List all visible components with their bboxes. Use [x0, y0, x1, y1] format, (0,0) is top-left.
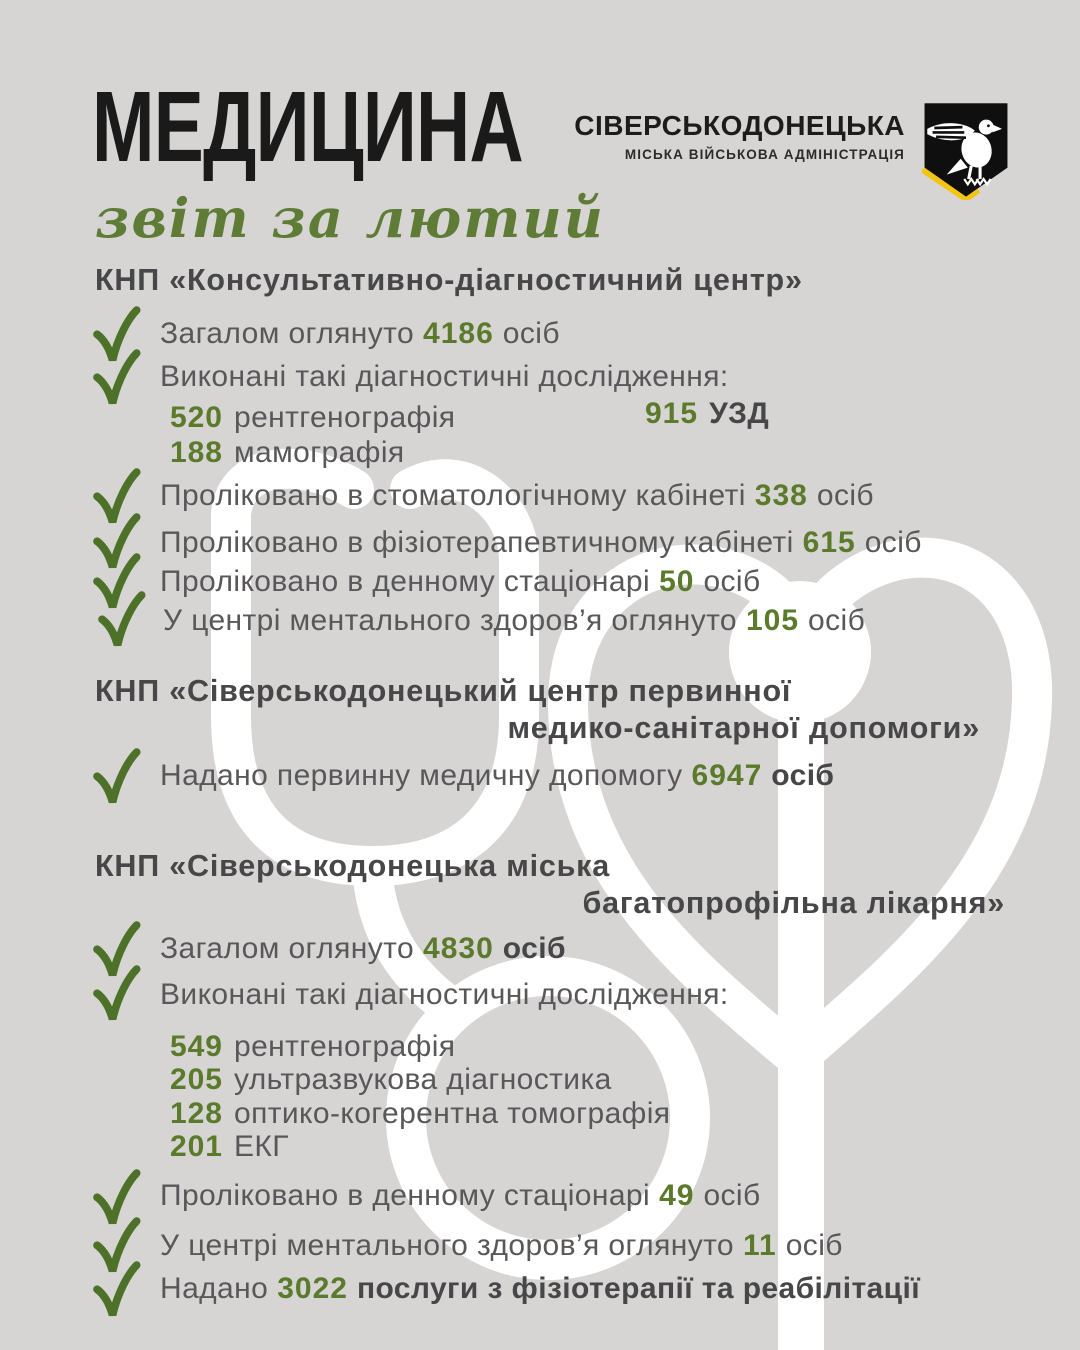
- checkmark-icon: [90, 747, 142, 809]
- stat-row: [163, 604, 865, 638]
- diagnostic-row: [95, 1063, 612, 1097]
- diagnostic-label: рентгенографія: [234, 1030, 456, 1063]
- diagnostic-row: [95, 1130, 289, 1164]
- stat-unit: осіб: [703, 1179, 761, 1212]
- stat-row: [160, 479, 874, 513]
- page-title: МЕДИЦИНА: [92, 71, 523, 183]
- checkmark-icon: [90, 1260, 142, 1322]
- stat-row: [160, 1272, 920, 1306]
- diagnostic-value: 128: [169, 1097, 223, 1130]
- stat-row: [160, 1229, 843, 1263]
- organization-descriptor: МІСЬКА ВІЙСЬКОВА АДМІНІСТРАЦІЯ: [624, 147, 905, 162]
- diagnostic-label: мамографія: [234, 436, 405, 469]
- diagnostic-row: [645, 397, 769, 431]
- stat-row: [160, 1179, 761, 1213]
- diagnostic-label: ЕКГ: [234, 1130, 289, 1163]
- stat-row: [160, 360, 729, 394]
- stat-value: 338: [754, 479, 808, 512]
- diagnostic-value: 915: [645, 397, 699, 430]
- stat-text: Виконані такі діагностичні дослідження:: [160, 360, 729, 393]
- diagnostic-row: [95, 1030, 455, 1064]
- stat-row: [160, 932, 566, 966]
- stat-text: Загалом оглянуто: [160, 317, 415, 350]
- diagnostic-label: оптико-когерентна томографія: [234, 1097, 671, 1130]
- diagnostic-value: 205: [169, 1063, 223, 1096]
- section-heading: КНП «Сіверськодонецький центр первинної: [95, 674, 792, 708]
- stat-text: Надано первинну медичну допомогу: [160, 759, 683, 792]
- dove-shield-emblem-icon: [922, 100, 1010, 200]
- stat-text: У центрі ментального здоров’я оглянуто: [160, 1229, 734, 1262]
- stat-text: Надано: [160, 1272, 269, 1305]
- stat-unit: осіб: [502, 932, 566, 965]
- diagnostic-value: 520: [169, 401, 223, 434]
- diagnostic-value: 201: [169, 1130, 223, 1163]
- diagnostic-label: ультразвукова діагностика: [234, 1063, 612, 1096]
- stat-unit: осіб: [816, 479, 874, 512]
- stat-row: [160, 759, 834, 793]
- stat-row: [160, 317, 560, 351]
- stat-value: 4830: [423, 932, 494, 965]
- stat-text: Загалом оглянуто: [160, 932, 415, 965]
- stat-text: Виконані такі діагностичні дослідження:: [160, 978, 729, 1011]
- diagnostic-row: [95, 1097, 670, 1131]
- stat-row: [160, 565, 761, 599]
- section-heading-line2: медико-санітарної допомоги»: [507, 711, 980, 745]
- section-heading: КНП «Консультативно-діагностичний центр»: [95, 263, 803, 297]
- checkmark-icon: [95, 590, 147, 652]
- stat-value: 11: [742, 1229, 777, 1262]
- stat-unit: осіб: [771, 759, 835, 792]
- diagnostic-label: рентгенографія: [234, 401, 456, 434]
- stat-unit: осіб: [808, 604, 866, 637]
- stat-value: 6947: [691, 759, 763, 792]
- stat-text: Проліковано в денному стаціонарі: [160, 565, 651, 598]
- diagnostic-label: УЗД: [709, 397, 770, 430]
- diagnostic-value: 188: [169, 436, 223, 469]
- stat-value: 105: [745, 604, 800, 637]
- report-period-label: звіт за лютий: [95, 186, 605, 250]
- stat-text: Проліковано в фізіотерапевтичному кабінеті: [160, 526, 794, 559]
- stat-value: 4186: [423, 317, 494, 350]
- section-heading-line2: багатопрофільна лікарня»: [582, 886, 1005, 920]
- stat-unit: осіб: [785, 1229, 843, 1262]
- stat-text: Проліковано в денному стаціонарі: [160, 1179, 651, 1212]
- organization-name: СІВЕРСЬКОДОНЕЦЬКА: [574, 110, 905, 141]
- section-heading: КНП «Сіверськодонецька міська: [95, 849, 610, 883]
- stat-value: 615: [802, 526, 856, 559]
- diagnostic-row: [95, 436, 405, 470]
- stat-value: 3022: [277, 1272, 348, 1305]
- stat-value: 50: [659, 565, 695, 598]
- stat-row: [160, 978, 729, 1012]
- stat-text: Проліковано в стоматологічному кабінеті: [160, 479, 746, 512]
- checkmark-icon: [90, 964, 142, 1026]
- stat-text: У центрі ментального здоров’я оглянуто: [163, 604, 737, 637]
- stat-unit: послуги з фізіотерапії та реабілітації: [356, 1272, 921, 1305]
- diagnostic-row: [95, 401, 455, 435]
- stat-unit: осіб: [703, 565, 761, 598]
- stat-row: [160, 526, 922, 560]
- stat-unit: осіб: [864, 526, 922, 559]
- stat-unit: осіб: [502, 317, 560, 350]
- stat-value: 49: [659, 1179, 695, 1212]
- diagnostic-value: 549: [169, 1030, 223, 1063]
